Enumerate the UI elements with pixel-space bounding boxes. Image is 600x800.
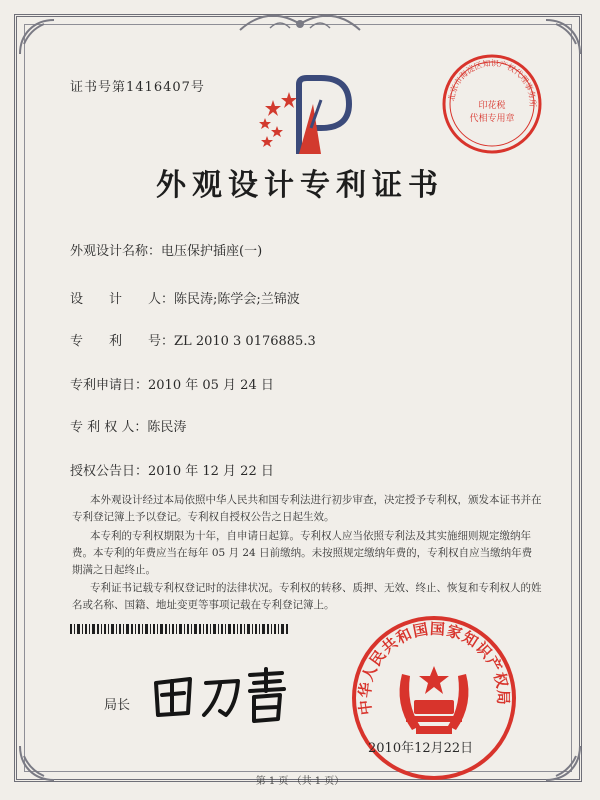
grant-date-label: 授权公告日： bbox=[70, 464, 149, 479]
design-name-value: 电压保护插座(一) bbox=[161, 244, 263, 259]
agency-seal-icon bbox=[440, 52, 544, 156]
certificate-number: 证书号第1416407号 bbox=[70, 80, 205, 95]
corner-ornament-top-right-icon bbox=[540, 14, 586, 60]
body-paragraph-1: 本外观设计经过本局依照中华人民共和国专利法进行初步审查，决定授予专利权，颁发本证书并在专利登记簿上予以登记。专利权自授权公告之日起生效。 bbox=[72, 494, 542, 523]
body-paragraph-3: 专利证书记载专利权登记时的法律状况。专利权的转移、质押、无效、终止、恢复和专利权人的姓名或名称、国籍、地址变更等事项记载在专利登记簿上。 bbox=[72, 582, 542, 611]
patent-office-logo-icon bbox=[255, 70, 365, 160]
patentee-label: 专 利 权 人： bbox=[70, 420, 148, 435]
national-ip-office-seal-icon bbox=[350, 614, 518, 782]
page-indicator: 第 1 页 （共 1 页） bbox=[255, 776, 345, 787]
patentee-row bbox=[70, 416, 186, 435]
filing-date-value: 2010 年 05 月 24 日 bbox=[148, 378, 274, 393]
design-name-row bbox=[70, 240, 262, 259]
director-signature-icon bbox=[150, 665, 290, 725]
small-seal-arc-text: 北京市海淀区知识产权代理事务所 bbox=[446, 58, 538, 108]
patentee-value: 陈民涛 bbox=[147, 420, 187, 435]
big-seal-arc-text: 中华人民共和国国家知识产权局 bbox=[355, 619, 513, 716]
corner-ornament-top-left-icon bbox=[14, 14, 60, 60]
small-seal-center-line-1: 印花税 bbox=[478, 101, 506, 111]
top-ornament-icon bbox=[230, 10, 370, 38]
issue-date: 2010年12月22日 bbox=[368, 741, 474, 756]
grant-date-value: 2010 年 12 月 22 日 bbox=[148, 464, 274, 479]
patent-number-value: ZL 2010 3 0176885.3 bbox=[174, 334, 316, 349]
barcode-icon bbox=[70, 624, 290, 634]
certificate-title: 外观设计专利证书 bbox=[156, 168, 444, 203]
patent-number-label: 专 利 号： bbox=[70, 334, 175, 349]
patent-number-row bbox=[70, 330, 316, 349]
design-name-label: 外观设计名称： bbox=[70, 244, 162, 259]
small-seal-center-line-2: 代相专用章 bbox=[469, 114, 515, 124]
filing-date-label: 专利申请日： bbox=[70, 378, 149, 393]
director-label: 局长 bbox=[104, 698, 131, 713]
svg-text:北京市海淀区知识产权代理事务所 bbox=[446, 58, 538, 107]
designer-row bbox=[70, 288, 300, 307]
designer-label: 设 计 人： bbox=[70, 292, 175, 307]
grant-date-row bbox=[70, 460, 274, 479]
designer-value: 陈民涛;陈学会;兰锦波 bbox=[174, 292, 300, 307]
filing-date-row bbox=[70, 374, 274, 393]
body-paragraph-2: 本专利的专利权期限为十年，自申请日起算。专利权人应当依照专利法及其实施细则规定缴纳年费。本专利的年费应当在每年 05 月 24 日前缴纳。未按照规定缴纳年费的，专利权自应当缴纳年费期满之日起终止。 bbox=[72, 530, 533, 576]
